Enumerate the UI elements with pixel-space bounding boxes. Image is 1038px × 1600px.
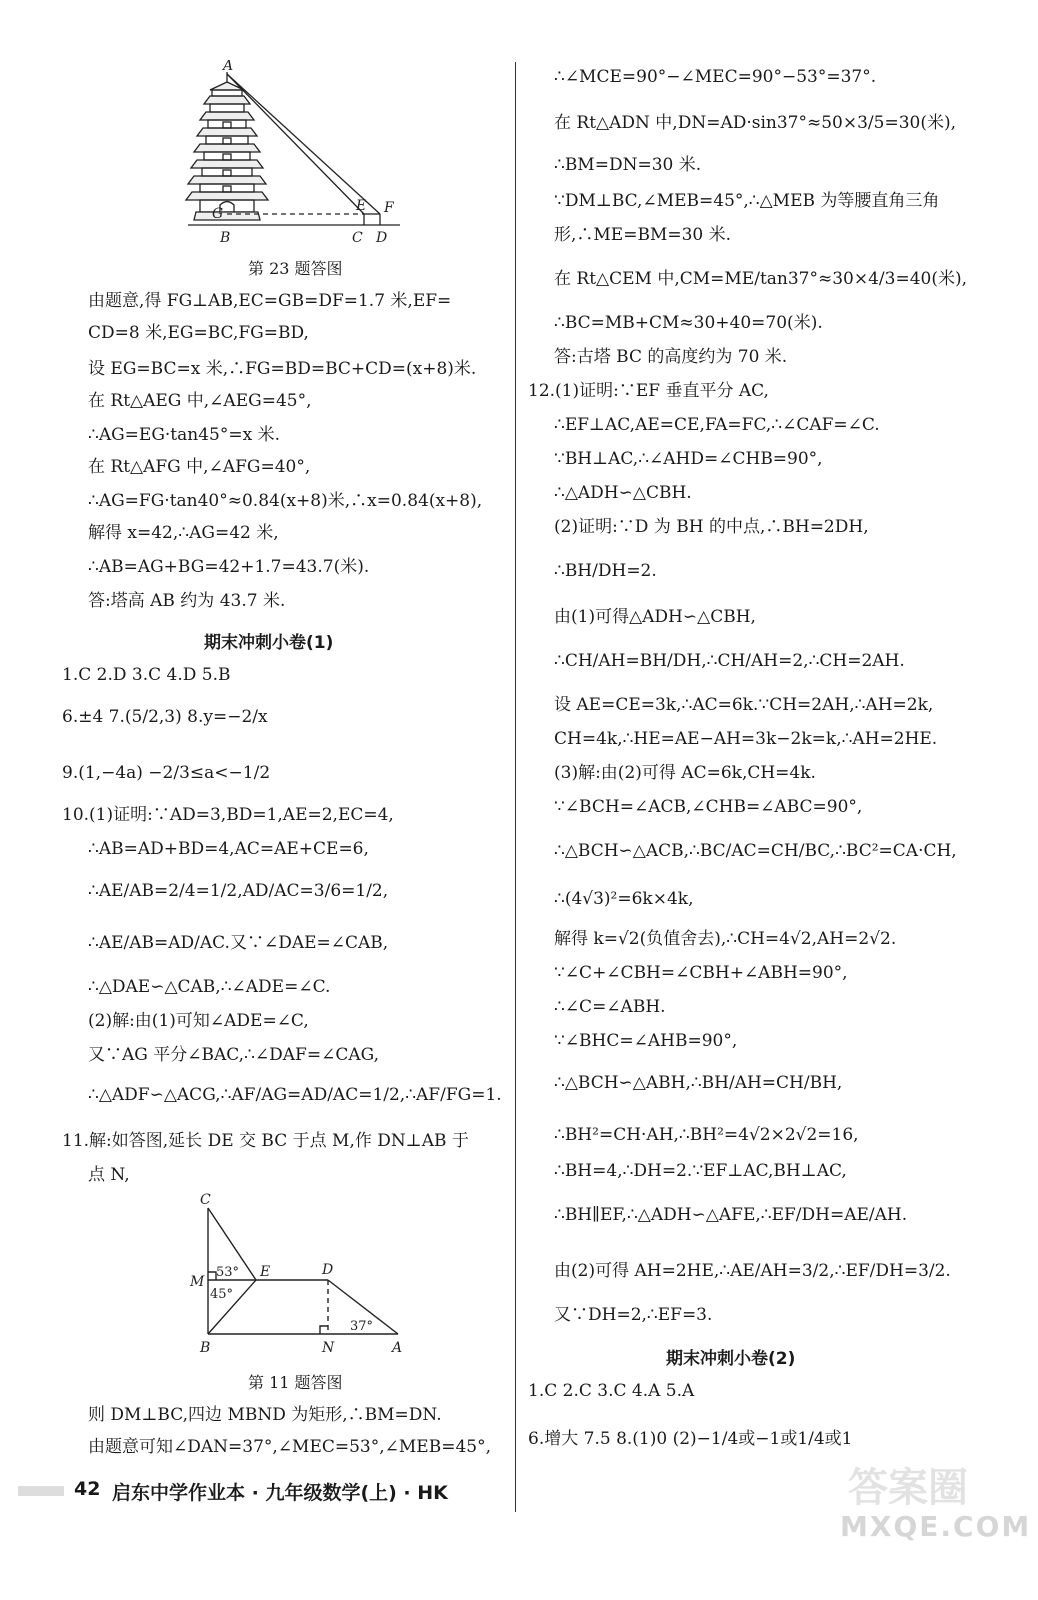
q10-line-3: ∴AE/AB=2/4=1/2,AD/AC=3/6=1/2, — [88, 881, 389, 901]
sol23-line-8: 解得 x=42,∴AG=42 米, — [88, 523, 279, 543]
r-line-21: ∴△BCH∽△ACB,∴BC/AC=CH/BC,∴BC²=CA·CH, — [554, 841, 957, 861]
r-line-8: 答:古塔 BC 的高度约为 70 米. — [554, 347, 788, 367]
figure-23-caption: 第 23 题答图 — [248, 259, 343, 278]
watermark-url: MXQE.COM — [840, 1510, 1032, 1543]
page-number: 42 — [74, 1478, 101, 1500]
fig23-label-G: G — [212, 206, 224, 222]
fig11-angle-45: 45° — [210, 1287, 234, 1302]
r-line-19: (3)解:由(2)可得 AC=6k,CH=4k. — [554, 763, 816, 783]
fig23-label-F: F — [384, 200, 394, 216]
r-ans-6-8: 6.增大 7.5 8.(1)0 (2)−1/4或−1或1/4或1 — [528, 1429, 853, 1449]
r-line-18: CH=4k,∴HE=AE−AH=3k−2k=k,∴AH=2HE. — [554, 729, 938, 749]
fig11-label-C: C — [200, 1192, 211, 1208]
r-line-3: ∴BM=DN=30 米. — [554, 155, 702, 175]
q10-line-6: (2)解:由(1)可知∠ADE=∠C, — [88, 1011, 309, 1031]
r-line-6: 在 Rt△CEM 中,CM=ME/tan37°≈30×4/3=40(米), — [554, 269, 968, 289]
watermark-logo: 答案圈 — [848, 1465, 968, 1511]
sol23-line-1: 由题意,得 FG⊥AB,EC=GB=DF=1.7 米,EF= — [88, 291, 452, 311]
fig11-label-M: M — [190, 1274, 205, 1290]
r-line-11: ∵BH⊥AC,∴∠AHD=∠CHB=90°, — [554, 449, 823, 469]
figure-11-diagram — [180, 1190, 420, 1360]
r-line-31: 由(2)可得 AH=2HE,∴AE/AH=3/2,∴EF/DH=3/2. — [554, 1261, 951, 1281]
r-line-17: 设 AE=CE=3k,∴AC=6k.∵CH=2AH,∴AH=2k, — [554, 695, 934, 715]
r-line-27: ∴△BCH∽△ABH,∴BH/AH=CH/BH, — [554, 1073, 843, 1093]
sol23-line-10: 答:塔高 AB 约为 43.7 米. — [88, 591, 286, 611]
q10-line-2: ∴AB=AD+BD=4,AC=AE+CE=6, — [88, 839, 369, 859]
q11-line-2: 点 N, — [88, 1165, 130, 1185]
section-title-2: 期末冲刺小卷(2) — [666, 1349, 796, 1369]
fig11-label-N: N — [322, 1340, 335, 1356]
sol23-line-6: 在 Rt△AFG 中,∠AFG=40°, — [88, 457, 311, 477]
r-ans-1-5: 1.C 2.C 3.C 4.A 5.A — [528, 1381, 695, 1401]
fig11-label-D: D — [322, 1262, 334, 1278]
r-line-4: ∵DM⊥BC,∠MEB=45°,∴△MEB 为等腰直角三角 — [554, 191, 940, 211]
q10-line-8: ∴△ADF∽△ACG,∴AF/AG=AD/AC=1/2,∴AF/FG=1. — [88, 1085, 502, 1105]
fig11-label-B: B — [200, 1340, 211, 1356]
q11-after-2: 由题意可知∠DAN=37°,∠MEC=53°,∠MEB=45°, — [88, 1437, 491, 1457]
ans-9: 9.(1,−4a) −2/3≤a<−1/2 — [62, 763, 271, 783]
sol23-line-2: CD=8 米,EG=BC,FG=BD, — [88, 323, 309, 343]
sol23-line-7: ∴AG=FG·tan40°≈0.84(x+8)米,∴x=0.84(x+8), — [88, 491, 483, 511]
fig11-label-A: A — [392, 1340, 403, 1356]
r-line-9: 12.(1)证明:∵EF 垂直平分 AC, — [528, 381, 769, 401]
r-line-26: ∵∠BHC=∠AHB=90°, — [554, 1031, 738, 1051]
r-line-13: (2)证明:∵D 为 BH 的中点,∴BH=2DH, — [554, 517, 869, 537]
q10-line-5: ∴△DAE∽△CAB,∴∠ADE=∠C. — [88, 977, 331, 997]
footer-bar — [18, 1486, 64, 1496]
column-divider — [515, 62, 516, 1512]
ans-1-5: 1.C 2.D 3.C 4.D 5.B — [62, 665, 231, 685]
r-line-25: ∴∠C=∠ABH. — [554, 997, 666, 1017]
fig11-angle-37: 37° — [350, 1319, 374, 1334]
r-line-14: ∴BH/DH=2. — [554, 561, 657, 581]
ans-6-8: 6.±4 7.(5/2,3) 8.y=−2/x — [62, 707, 268, 727]
fig23-label-D: D — [376, 230, 388, 246]
fig23-label-A: A — [223, 60, 234, 74]
r-line-20: ∵∠BCH=∠ACB,∠CHB=∠ABC=90°, — [554, 797, 863, 817]
r-line-30: ∴BH∥EF,∴△ADH∽△AFE,∴EF/DH=AE/AH. — [554, 1205, 908, 1225]
r-line-12: ∴△ADH∽△CBH. — [554, 483, 692, 503]
r-line-15: 由(1)可得△ADH∽△CBH, — [554, 607, 756, 627]
fig23-label-E: E — [356, 198, 367, 214]
book-title: 启东中学作业本 · 九年级数学(上) · HK — [112, 1482, 448, 1504]
fig23-label-C: C — [352, 230, 363, 246]
sol23-line-9: ∴AB=AG+BG=42+1.7=43.7(米). — [88, 557, 370, 577]
q10-line-1: 10.(1)证明:∵AD=3,BD=1,AE=2,EC=4, — [62, 805, 394, 825]
r-line-2: 在 Rt△ADN 中,DN=AD·sin37°≈50×3/5=30(米), — [554, 113, 957, 133]
r-line-1: ∴∠MCE=90°−∠MEC=90°−53°=37°. — [554, 67, 877, 87]
q11-after-1: 则 DM⊥BC,四边 MBND 为矩形,∴BM=DN. — [88, 1405, 442, 1425]
r-line-23: 解得 k=√2(负值舍去),∴CH=4√2,AH=2√2. — [554, 929, 897, 949]
q10-line-7: 又∵AG 平分∠BAC,∴∠DAF=∠CAG, — [88, 1045, 379, 1065]
figure-23-pagoda — [180, 60, 420, 250]
fig11-angle-53: 53° — [216, 1265, 240, 1280]
q11-line-1: 11.解:如答图,延长 DE 交 BC 于点 M,作 DN⊥AB 于 — [62, 1131, 469, 1151]
sol23-line-3: 设 EG=BC=x 米,∴FG=BD=BC+CD=(x+8)米. — [88, 359, 477, 379]
r-line-24: ∵∠C+∠CBH=∠CBH+∠ABH=90°, — [554, 963, 848, 983]
q10-line-4: ∴AE/AB=AD/AC.又∵∠DAE=∠CAB, — [88, 933, 389, 953]
fig23-label-B: B — [220, 230, 231, 246]
fig11-label-E: E — [260, 1264, 271, 1280]
r-line-7: ∴BC=MB+CM≈30+40=70(米). — [554, 313, 823, 333]
r-line-32: 又∵DH=2,∴EF=3. — [554, 1305, 713, 1325]
sol23-line-4: 在 Rt△AEG 中,∠AEG=45°, — [88, 391, 312, 411]
r-line-10: ∴EF⊥AC,AE=CE,FA=FC,∴∠CAF=∠C. — [554, 415, 880, 435]
r-line-16: ∴CH/AH=BH/DH,∴CH/AH=2,∴CH=2AH. — [554, 651, 905, 671]
r-line-22: ∴(4√3)²=6k×4k, — [554, 889, 694, 909]
r-line-5: 形,∴ME=BM=30 米. — [554, 225, 732, 245]
r-line-28: ∴BH²=CH·AH,∴BH²=4√2×2√2=16, — [554, 1125, 859, 1145]
sol23-line-5: ∴AG=EG·tan45°=x 米. — [88, 425, 280, 445]
r-line-29: ∴BH=4,∴DH=2.∵EF⊥AC,BH⊥AC, — [554, 1161, 847, 1181]
figure-11-caption: 第 11 题答图 — [248, 1373, 343, 1392]
section-title-1: 期末冲刺小卷(1) — [204, 633, 334, 653]
